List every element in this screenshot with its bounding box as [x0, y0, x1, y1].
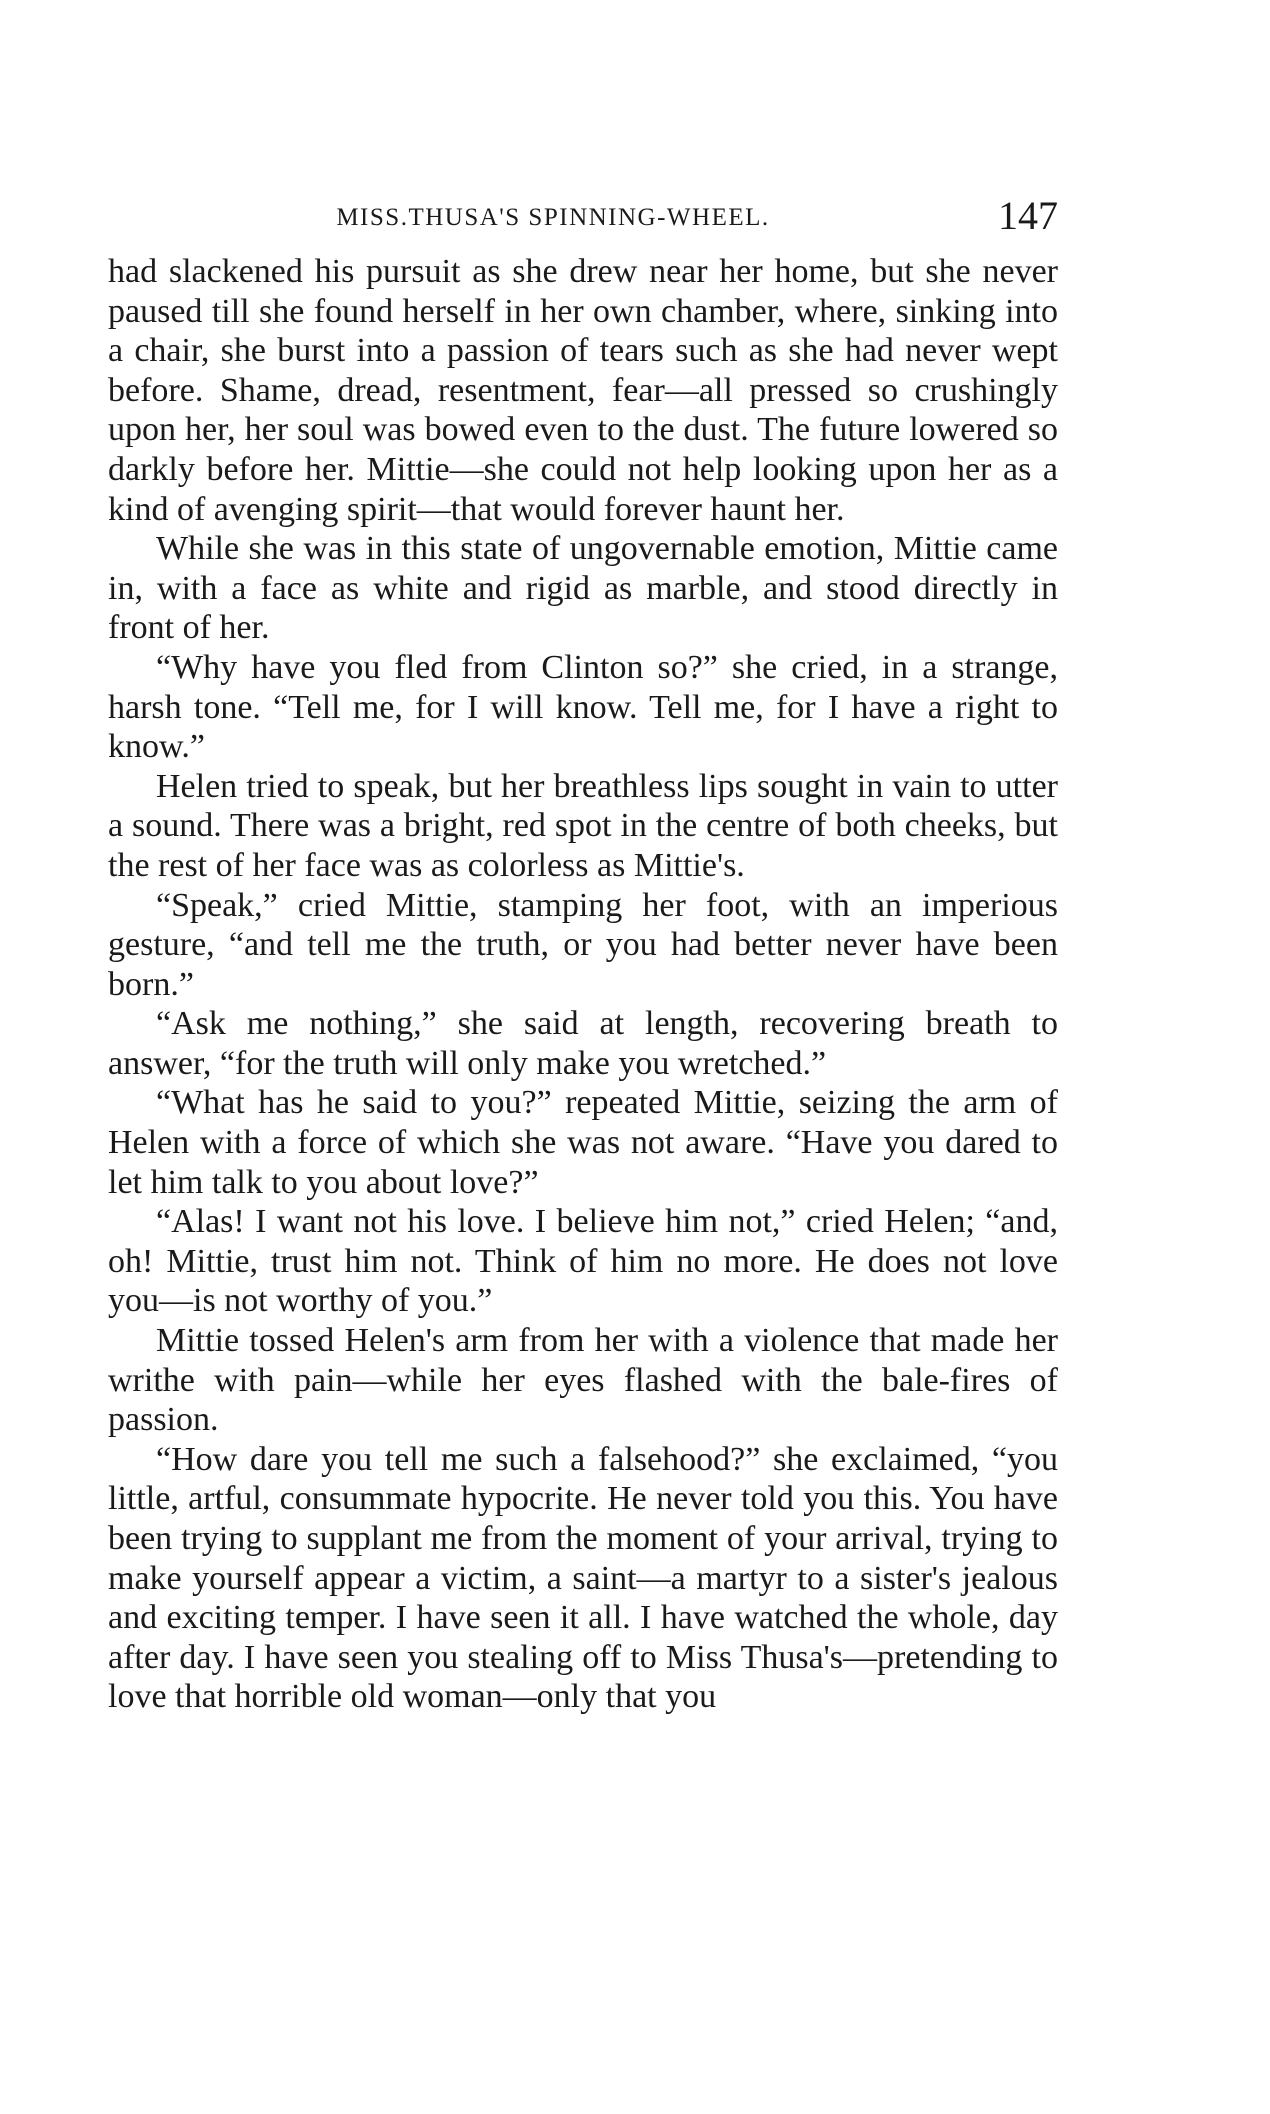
paragraph: “Ask me nothing,” she said at length, recovering breath to answer, “for the truth will only make you wretched.” [108, 1005, 1058, 1082]
paragraph: “Speak,” cried Mittie, stamping her foot, with an imperious gesture, “and tell me the truth, or you had better never have been born.” [108, 886, 1058, 1003]
paragraph: “How dare you tell me such a falsehood?” she exclaimed, “you little, artful, consummate hypocrite. He never told you this. You have been trying to supplant me from the moment of your arrival, trying to make yourself appear a victim, a saint—a martyr to a sister's jealous and exciting temper. I have seen it all. I have watched the whole, day after day. I have seen you stealing off to Miss Thusa's—pretending to love that horrible old woman—only that you [108, 1440, 1058, 1716]
paragraph: While she was in this state of ungovernable emotion, Mittie came in, with a face as white and rigid as marble, and stood directly in front of her. [108, 530, 1058, 647]
running-header [108, 192, 1058, 242]
paragraph: “What has he said to you?” repeated Mittie, seizing the arm of Helen with a force of which she was not aware. “Have you dared to let him talk to you about love?” [108, 1084, 1058, 1201]
body-text [108, 252, 1058, 1717]
page-number: 147 [998, 193, 1058, 238]
paragraph: Mittie tossed Helen's arm from her with a violence that made her writhe with pain—while her eyes flashed with the bale-fires of passion. [108, 1322, 1058, 1439]
paragraph: Helen tried to speak, but her breathless lips sought in vain to utter a sound. There was a bright, red spot in the centre of both cheeks, but the rest of her face was as colorless as Mittie's. [108, 767, 1058, 884]
book-page [108, 192, 1058, 1717]
paragraph: “Alas! I want not his love. I believe him not,” cried Helen; “and, oh! Mittie, trust him not. Think of him no more. He does not love you—is not worthy of you.” [108, 1203, 1058, 1320]
paragraph: had slackened his pursuit as she drew near her home, but she never paused till she found herself in her own chamber, where, sinking into a chair, she burst into a passion of tears such as she had never wept before. Shame, dread, resentment, fear—all pressed so crushingly upon her, her soul was bowed even to the dust. The future lowered so darkly before her. Mittie—she could not help looking upon her as a kind of avenging spirit—that would forever haunt her. [108, 253, 1058, 528]
paragraph: “Why have you fled from Clinton so?” she cried, in a strange, harsh tone. “Tell me, for I will know. Tell me, for I have a right to know.” [108, 648, 1058, 766]
running-title: MISS.THUSA'S SPINNING-WHEEL. [336, 204, 770, 231]
